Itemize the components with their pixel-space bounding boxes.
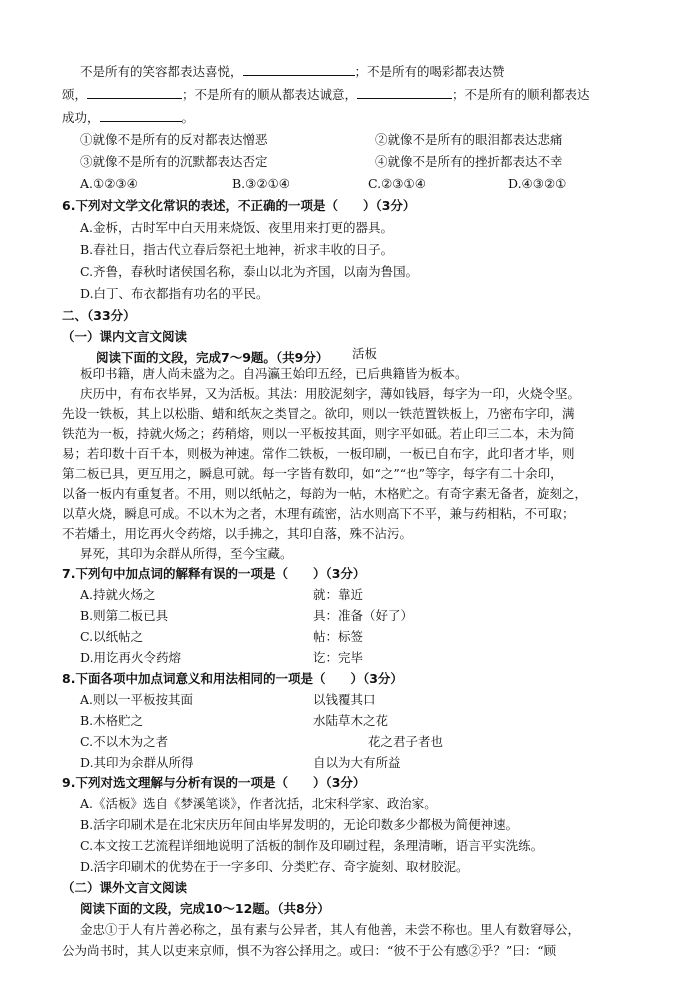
q8-option-c-pair: 花之君子者也	[368, 734, 444, 749]
q5-stem-line2	[62, 86, 590, 104]
q7-stem: 7.下列句中加点词的解释有误的一项是（ ）（3分）	[62, 566, 366, 581]
q6-option-a[interactable]: A.金柝，古时军中白天用来烧饭、夜里用来打更的器具。	[80, 220, 394, 235]
q9-stem: 9.下列对选文理解与分析有误的一项是（ ）（3分）	[62, 775, 366, 790]
q8-option-d-pair: 自以为大有所益	[313, 755, 401, 770]
q5-item-3: ③就像不是所有的沉默都表达否定	[80, 154, 268, 169]
q5-text-f: 成功，	[62, 110, 100, 125]
q8-option-b-pair: 水陆草木之花	[313, 713, 389, 728]
passage-line-10: 昇死，其印为余群从所得，至今宝藏。	[80, 546, 293, 561]
passage-line-7: 以备一板内有重复者。不用，则以纸帖之，每韵为一帖，木格贮之。有奇字素无备者，旋刻之，	[62, 486, 588, 501]
q7-option-a-gloss: 就：靠近	[313, 587, 364, 602]
q7-option-a[interactable]: A.持就火炀之	[80, 587, 156, 602]
q5-item-4: ④就像不是所有的挫折都表达不幸	[375, 154, 563, 169]
q5-item-1: ①就像不是所有的反对都表达憎恶	[80, 132, 268, 147]
q7-option-c[interactable]: C.以纸帖之	[80, 629, 144, 644]
q5-choice-b[interactable]: B.③②①④	[232, 176, 290, 191]
answer-blank-3[interactable]	[357, 86, 452, 99]
q6-option-b[interactable]: B.春社日，指古代立春后祭祀土地神，祈求丰收的日子。	[80, 242, 394, 257]
q5-stem-line1	[80, 63, 505, 81]
passage-line-4: 铁范为一板，持就火炀之；药稍熔，则以一平板按其面，则字平如砥。若止印三二本，未为简	[62, 426, 575, 441]
q9-option-c[interactable]: C.本文按工艺流程详细地说明了活板的制作及印刷过程，条理清晰，语言平实洗练。	[80, 838, 544, 853]
passage-line-3: 先设一铁板，其上以松脂、蜡和纸灰之类冒之。欲印，则以一铁范置铁板上，乃密布字印，满	[62, 406, 575, 421]
q8-stem: 8.下面各项中加点词意义和用法相同的一项是（ ）（3分）	[62, 671, 403, 686]
q7-option-b-gloss: 具：准备（好了）	[313, 608, 414, 623]
q5-choice-a[interactable]: A.①②③④	[80, 176, 138, 191]
passage2-line-2: 公为尚书时，其人以吏来京师，惧不为容公择用之。或曰：“彼不于公有感②乎？”曰：“顾	[62, 943, 557, 958]
passage-line-2: 庆历中，有布衣毕昇，又为活板。其法：用胶泥刻字，薄如钱唇，每字为一印，火烧令坚。	[80, 386, 581, 401]
q9-option-b[interactable]: B.活字印刷术是在北宋庆历年间由毕昇发明的，无论印数多少都极为简便神速。	[80, 817, 519, 832]
q7-option-b[interactable]: B.则第二板已具	[80, 608, 169, 623]
passage-line-5: 易；若印数十百千本，则极为神速。常作二铁板，一板印刷，一板已自布字，此印者才毕，则	[62, 446, 575, 461]
section-2-heading: 二、（33分）	[62, 308, 136, 323]
answer-blank-1[interactable]	[243, 63, 355, 76]
q5-text-c: 颂，	[62, 87, 88, 102]
q8-option-b[interactable]: B.木格贮之	[80, 713, 144, 728]
q5-stem-line3	[62, 109, 194, 127]
section-2-instr2: 阅读下面的文段，完成10～12题。（共8分）	[80, 901, 330, 916]
passage-line-6: 第二板已具，更互用之，瞬息可就。每一字皆有数印，如“之”“也”等字，每字有二十余印，	[62, 466, 563, 481]
answer-blank-2[interactable]	[87, 86, 182, 99]
q5-text-g: 。	[181, 110, 195, 125]
passage-line-1: 板印书籍，唐人尚未盛为之。自冯瀛王始印五经，已后典籍皆为板本。	[80, 366, 468, 381]
q7-option-c-gloss: 帖：标签	[313, 629, 364, 644]
q6-stem: 6.下列对文学文化常识的表述，不正确的一项是（ ）（3分）	[62, 198, 416, 213]
section-2-instr1: 阅读下面的文段，完成7～9题。（共9分）	[96, 350, 329, 365]
passage-title: 活板	[352, 346, 378, 361]
q5-text-e: ；不是所有的顺利都表达	[452, 87, 590, 102]
section-2-sub2: （二）课外文言文阅读	[62, 880, 188, 895]
q5-item-2: ②就像不是所有的眼泪都表达悲痛	[375, 132, 563, 147]
q7-option-d[interactable]: D.用讫再火令药熔	[80, 650, 182, 665]
q7-option-d-gloss: 讫：完毕	[313, 650, 364, 665]
q5-choice-d[interactable]: D.④③②①	[508, 176, 567, 191]
q6-option-c[interactable]: C.齐鲁，春秋时诸侯国名称，泰山以北为齐国，以南为鲁国。	[80, 264, 419, 279]
passage2-line-1: 金忠①于人有片善必称之，虽有素与公异者，其人有他善，未尝不称也。里人有数窘辱公，	[80, 922, 581, 937]
answer-blank-4[interactable]	[100, 109, 182, 122]
q8-option-a-pair: 以钱覆其口	[313, 692, 376, 707]
q8-option-d[interactable]: D.其印为余群从所得	[80, 755, 194, 770]
section-2-sub1: （一）课内文言文阅读	[62, 329, 188, 344]
q9-option-d[interactable]: D.活字印刷术的优势在于一字多印、分类贮存、奇字旋刻、取材胶泥。	[80, 859, 469, 874]
q5-text-a: 不是所有的笑容都表达喜悦，	[80, 64, 243, 79]
q8-option-a[interactable]: A.则以一平板按其面	[80, 692, 194, 707]
q5-choice-c[interactable]: C.②③①④	[368, 176, 426, 191]
passage-line-8: 以草火烧，瞬息可成。不以木为之者，木理有疏密，沾水则高下不平，兼与药相粘，不可取；	[62, 506, 575, 521]
q9-option-a[interactable]: A.《活板》选自《梦溪笔谈》，作者沈括，北宋科学家、政治家。	[80, 796, 437, 811]
q5-text-b: ；不是所有的喝彩都表达赞	[354, 64, 505, 79]
q6-option-d[interactable]: D.白丁、布衣都指有功名的平民。	[80, 286, 269, 301]
q5-text-d: ；不是所有的顺从都表达诚意，	[182, 87, 358, 102]
passage-line-9: 不若燔土，用讫再火令药熔，以手拂之，其印自落，殊不沾污。	[62, 526, 413, 541]
q8-option-c[interactable]: C.不以木为之者	[80, 734, 169, 749]
